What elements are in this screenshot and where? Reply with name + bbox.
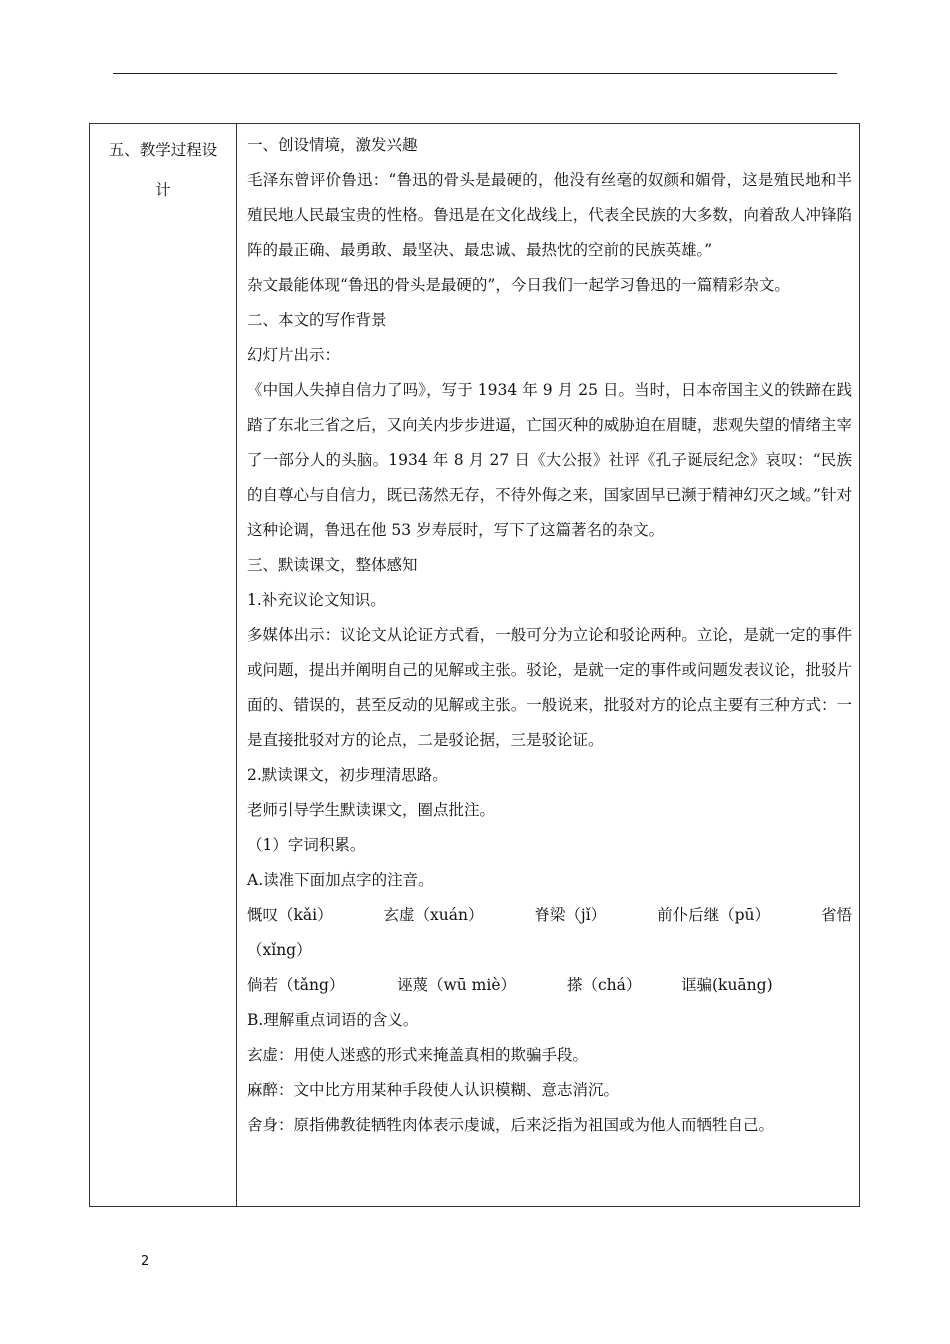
heading-background: 二、本文的写作背景 [247, 311, 387, 329]
mao-quote-paragraph: 毛泽东曾评价鲁迅：“鲁迅的骨头是最硬的，他没有丝毫的奴颜和媚骨，这是殖民地和半殖民地人民最宝贵的性格。鲁迅是在文化战线上，代表全民族的大多数，向着敌人冲锋陷阵的最正确、最勇敢、最坚决、最忠诚、最热忱的空前的民族英雄。” [247, 171, 852, 259]
definition-mazui: 麻醉：文中比方用某种手段使人认识模糊、意志消沉。 [247, 1081, 620, 1099]
pinyin-item: 玄虚（xuán） [383, 906, 484, 924]
pinyin-row-2 [247, 968, 852, 1003]
pinyin-item: 诬蔑（wū miè） [397, 976, 517, 994]
vocab-heading: （1）字词积累。 [247, 836, 366, 854]
slide-label: 幻灯片出示： [247, 346, 341, 364]
heading-reading: 三、默读课文，整体感知 [247, 556, 418, 574]
header-rule [113, 73, 837, 74]
definition-xuanxu: 玄虚：用使人迷惑的形式来掩盖真相的欺骗手段。 [247, 1046, 589, 1064]
pinyin-item: 倘若（tǎng） [247, 976, 345, 994]
pinyin-item: 慨叹（kǎi） [247, 906, 333, 924]
pinyin-item: 脊梁（jǐ） [534, 906, 607, 924]
heading-intro: 一、创设情境，激发兴趣 [247, 136, 418, 154]
pinyin-item: 省悟 [820, 906, 852, 924]
teacher-guide-line: 老师引导学生默读课文，圈点批注。 [247, 801, 496, 819]
definition-sheshen: 舍身：原指佛教徒牺牲肉体表示虔诚，后来泛指为祖国或为他人而牺牲自己。 [247, 1116, 775, 1134]
column-divider [236, 124, 237, 1206]
item-argument-knowledge: 1.补充议论文知识。 [247, 591, 386, 609]
background-paragraph: 《中国人失掉自信力了吗》，写于 1934 年 9 月 25 日。当时，日本帝国主义的铁蹄在践踏了东北三省之后，又向关内步步进逼，亡国灭种的威胁迫在眉睫，悲观失望的情绪主宰了一部分人的头脑。1934 年 8 月 27 日《大公报》社评《孔子诞辰纪念》哀叹：“民族的自尊心与自信力，既已荡然无存，不待外侮之来，国家固早已濒于精神幻灭之域。”针对这种论调，鲁迅在他 53 岁寿辰时，写下了这篇著名的杂文。 [247, 381, 852, 539]
content-cell [247, 128, 852, 1143]
section-label-cell [90, 124, 236, 210]
pinyin-row-1-wrap: （xǐng） [247, 941, 312, 959]
essay-intro-paragraph: 杂文最能体现“鲁迅的骨头是最硬的”，今日我们一起学习鲁迅的一篇精彩杂文。 [247, 276, 790, 294]
pinyin-item: 诓骗(kuāng) [681, 976, 773, 994]
pinyin-item: 搽（chá） [567, 976, 642, 994]
argument-paragraph: 多媒体出示：议论文从论证方式看，一般可分为立论和驳论两种。立论，是就一定的事件或问题，提出并阐明自己的见解或主张。驳论，是就一定的事件或问题发表议论，批驳片面的、错误的，甚至反动的见解或主张。一般说来，批驳对方的论点主要有三种方式：一是直接批驳对方的论点，二是驳论据，三是驳论证。 [247, 626, 852, 749]
item-silent-reading: 2.默读课文，初步理清思路。 [247, 766, 448, 784]
section-label-line2: 计 [155, 181, 171, 199]
pinyin-instruction: A.读准下面加点字的注音。 [247, 871, 434, 889]
section-label-line1: 五、教学过程设 [108, 141, 218, 159]
page-number: 2 [141, 1254, 150, 1269]
lesson-plan-table [89, 123, 860, 1207]
pinyin-item: 前仆后继（pū） [657, 906, 771, 924]
pinyin-row-1 [247, 898, 852, 933]
meaning-heading: B.理解重点词语的含义。 [247, 1011, 419, 1029]
